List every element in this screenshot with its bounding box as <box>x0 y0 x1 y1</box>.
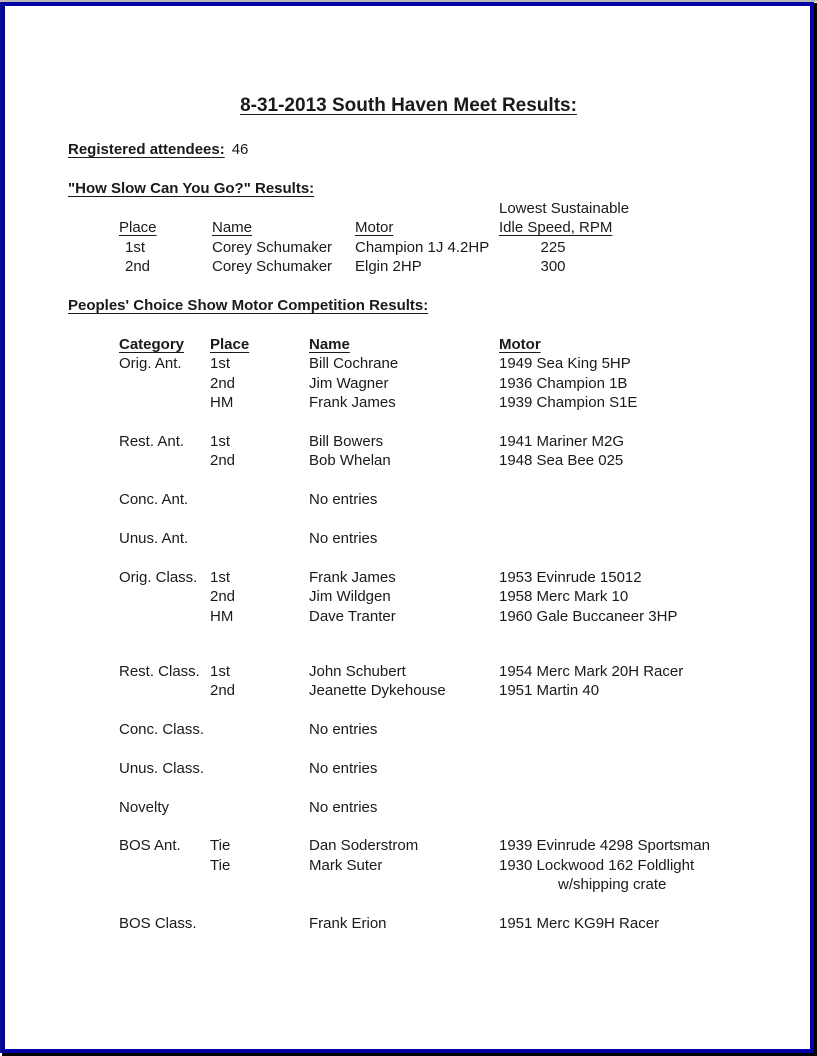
show-competition-header <box>0 335 817 355</box>
category-cell: Novelty <box>119 799 170 816</box>
name-cell: No entries <box>309 799 378 816</box>
show-row <box>0 720 817 740</box>
category-cell: BOS Class. <box>119 915 197 932</box>
show-row <box>0 393 817 413</box>
place-cell: 1st <box>210 355 231 372</box>
name-cell: Jim Wildgen <box>309 588 391 605</box>
name-cell: Dan Soderstrom <box>309 837 419 854</box>
place-cell: HM <box>210 394 234 411</box>
col-header-place: Place <box>210 336 250 353</box>
place-cell: 2nd <box>210 452 236 469</box>
slow-race-header-line1 <box>0 199 817 219</box>
category-cell: Conc. Class. <box>119 721 205 738</box>
show-row <box>0 490 817 510</box>
motor-cell: 1951 Merc KG9H Racer <box>499 915 660 932</box>
motor-cell: 1949 Sea King 5HP <box>499 355 631 372</box>
name-cell: No entries <box>309 491 378 508</box>
motor-cell: 1958 Merc Mark 10 <box>499 588 629 605</box>
show-competition-heading <box>0 296 817 316</box>
place-cell: 2nd <box>125 258 151 275</box>
col-header-category: Category <box>119 336 185 353</box>
slow-race-row <box>0 238 817 258</box>
name-cell: Dave Tranter <box>309 608 396 625</box>
name-cell: Bill Bowers <box>309 433 384 450</box>
name-cell: No entries <box>309 530 378 547</box>
show-row <box>0 681 817 701</box>
show-row <box>0 607 817 627</box>
motor-cell: 1941 Mariner M2G <box>499 433 625 450</box>
motor-cell: 1939 Evinrude 4298 Sportsman <box>499 837 710 854</box>
motor-cell: 1948 Sea Bee 025 <box>499 452 624 469</box>
name-cell: Corey Schumaker <box>212 239 333 256</box>
motor-cell: Champion 1J 4.2HP <box>355 239 490 256</box>
place-cell: 1st <box>125 239 146 256</box>
place-cell: Tie <box>210 837 231 854</box>
category-cell: Rest. Class. <box>119 663 200 680</box>
show-row <box>0 798 817 818</box>
name-cell: Jeanette Dykehouse <box>309 682 446 699</box>
name-cell: Jim Wagner <box>309 375 389 392</box>
motor-cell: 1936 Champion 1B <box>499 375 628 392</box>
show-row <box>0 451 817 471</box>
slow-race-heading <box>0 179 817 199</box>
col-header-name: Name <box>309 336 350 353</box>
category-cell: BOS Ant. <box>119 837 181 854</box>
name-cell: Mark Suter <box>309 857 383 874</box>
name-cell: No entries <box>309 721 378 738</box>
place-cell: 2nd <box>210 375 236 392</box>
registered-attendees-line <box>0 140 817 160</box>
registered-attendees <box>68 140 248 159</box>
show-row <box>0 374 817 394</box>
slow-race-header-line2 <box>0 218 817 238</box>
place-cell: 1st <box>210 433 231 450</box>
show-row <box>0 432 817 452</box>
col-header-motor: Motor <box>355 219 394 236</box>
slow-race-row <box>0 257 817 277</box>
motor-cell: 1960 Gale Buccaneer 3HP <box>499 608 678 625</box>
page-title-text: 8-31-2013 South Haven Meet Results: <box>240 95 577 116</box>
name-cell: Frank James <box>309 394 396 411</box>
motor-cell: 1951 Martin 40 <box>499 682 600 699</box>
place-cell: Tie <box>210 857 231 874</box>
show-row <box>0 856 817 876</box>
show-row <box>0 529 817 549</box>
col-header-name: Name <box>212 219 253 236</box>
category-cell: Orig. Ant. <box>119 355 182 372</box>
motor-cell: 1953 Evinrude 15012 <box>499 569 642 586</box>
motor-cell: 1930 Lockwood 162 Foldlight <box>499 857 695 874</box>
col-header-place: Place <box>119 219 157 236</box>
place-cell: 1st <box>210 569 231 586</box>
category-cell: Unus. Class. <box>119 760 205 777</box>
slow-race-heading-text: "How Slow Can You Go?" Results: <box>68 180 315 197</box>
name-cell: Bill Cochrane <box>309 355 399 372</box>
motor-cell: 1939 Champion S1E <box>499 394 638 411</box>
category-cell: Conc. Ant. <box>119 491 189 508</box>
place-cell: 2nd <box>210 588 236 605</box>
category-cell: Orig. Class. <box>119 569 198 586</box>
registered-attendees-label: Registered attendees: <box>68 141 225 158</box>
show-competition-heading-text: Peoples' Choice Show Motor Competition Results: <box>68 297 429 314</box>
show-row <box>0 568 817 588</box>
col-header-motor: Motor <box>499 336 541 353</box>
place-cell: 2nd <box>210 682 236 699</box>
registered-attendees-value: 46 <box>231 141 249 158</box>
show-row-continuation <box>0 875 817 895</box>
rpm-cell: 225 <box>540 239 566 256</box>
motor-continuation-cell: w/shipping crate <box>558 876 667 893</box>
col-header-idle-line1: Lowest Sustainable <box>499 200 630 217</box>
show-row <box>0 662 817 682</box>
category-cell: Rest. Ant. <box>119 433 185 450</box>
place-cell: 1st <box>210 663 231 680</box>
show-row <box>0 759 817 779</box>
name-cell: John Schubert <box>309 663 406 680</box>
show-row <box>0 914 817 934</box>
name-cell: No entries <box>309 760 378 777</box>
page-title <box>0 94 817 114</box>
motor-cell: Elgin 2HP <box>355 258 422 275</box>
name-cell: Frank Erion <box>309 915 387 932</box>
name-cell: Frank James <box>309 569 396 586</box>
show-row <box>0 836 817 856</box>
place-cell: HM <box>210 608 234 625</box>
name-cell: Corey Schumaker <box>212 258 333 275</box>
col-header-idle-line2: Idle Speed, RPM <box>499 219 613 236</box>
category-cell: Unus. Ant. <box>119 530 189 547</box>
motor-cell: 1954 Merc Mark 20H Racer <box>499 663 684 680</box>
name-cell: Bob Whelan <box>309 452 391 469</box>
show-row <box>0 587 817 607</box>
rpm-cell: 300 <box>540 258 566 275</box>
show-row <box>0 354 817 374</box>
